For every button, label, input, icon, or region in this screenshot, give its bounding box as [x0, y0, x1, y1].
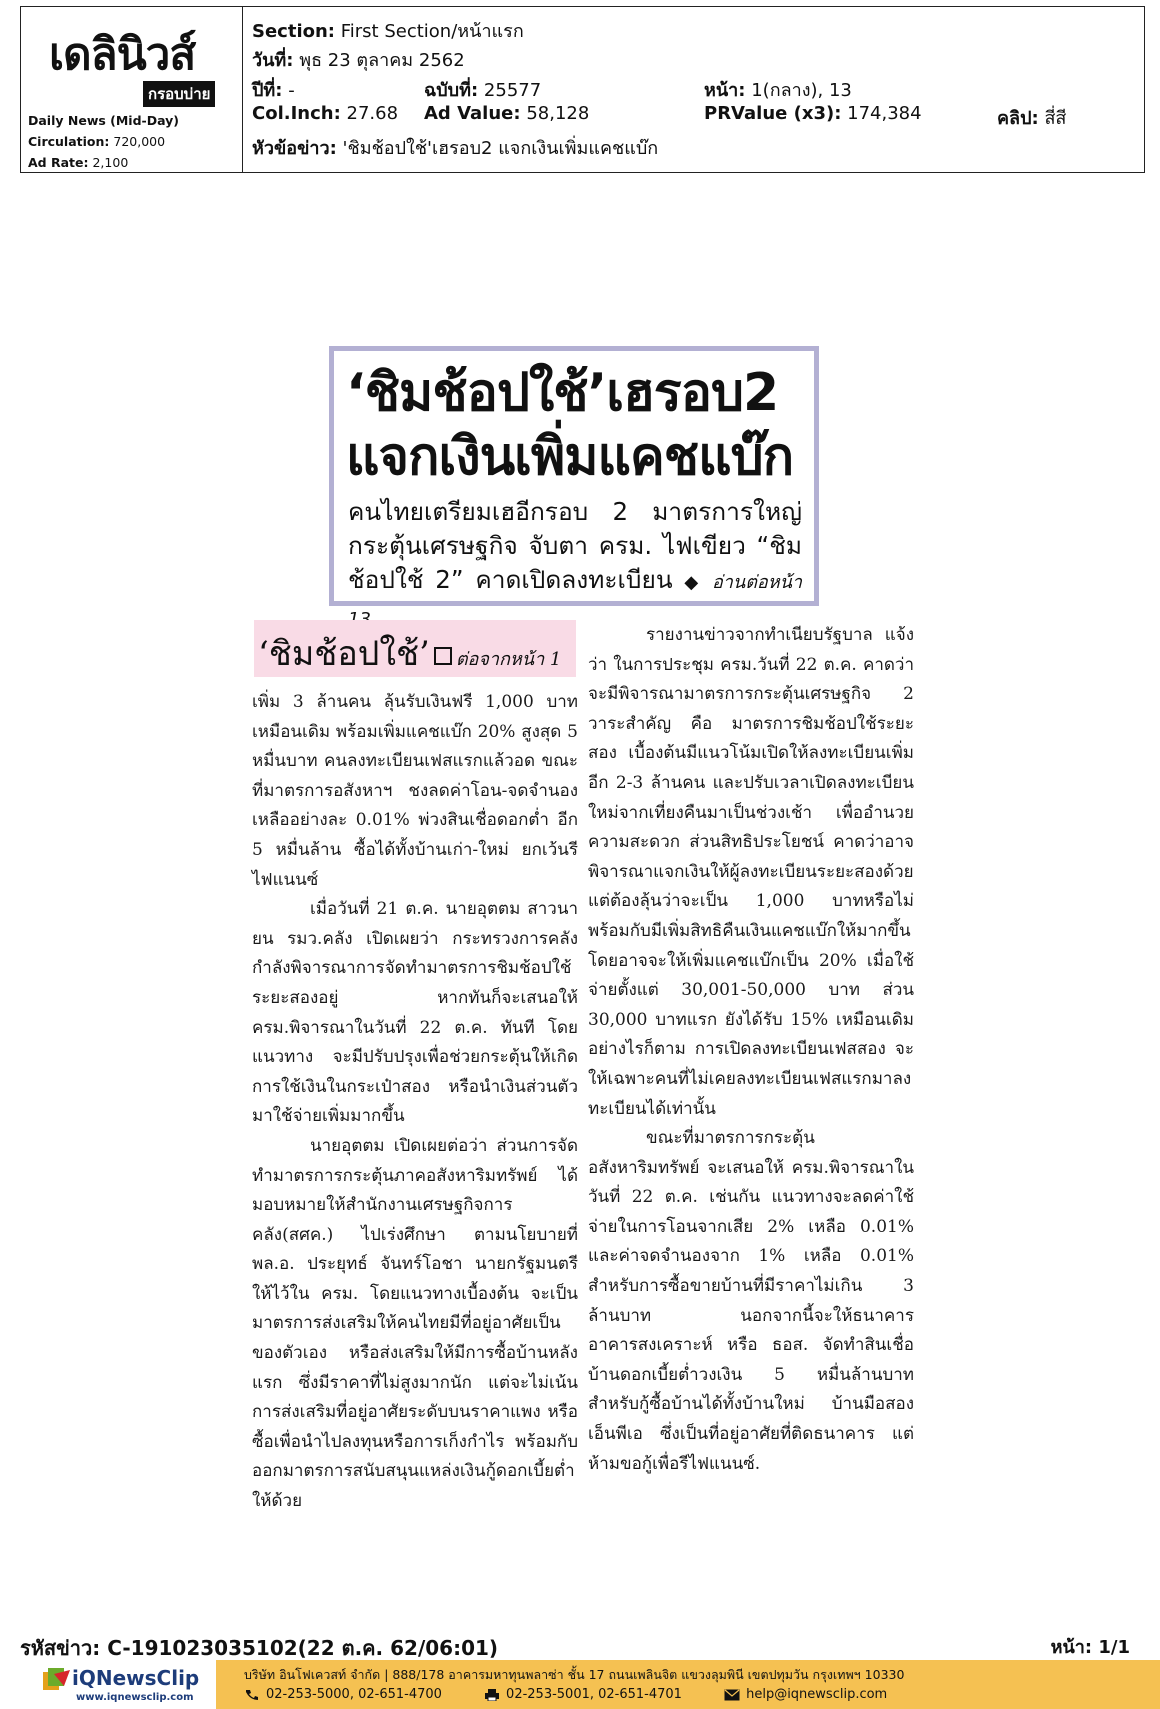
headline-line-1: ‘ชิมช้อปใช้’เฮรอบ2: [346, 363, 779, 423]
article-column-right: [588, 621, 914, 1479]
article-paragraph: รายงานข่าวจากทำเนียบรัฐบาล แจ้งว่า ในการประชุม ครม.วันที่ 22 ต.ค. คาดว่า จะมีพิจารณามาตรการกระตุ้นเศรษฐกิจ 2 วาระสำคัญ คือ มาตรการชิมช้อปใช้ระยะสอง เบื้องต้นมีแนวโน้มเปิดให้ลงทะเบียนเพิ่มอีก 2-3 ล้านคน และปรับเวลาเปิดลงทะเบียนใหม่จากเที่ยงคืนมาเป็นช่วงเช้า เพื่ออำนวยความสะดวก ส่วนสิทธิประโยชน์ คาดว่าอาจพิจารณาแจกเงินให้ผู้ลงทะเบียนระยะสองด้วย แต่ต้องลุ้นว่าจะเป็น 1,000 บาทหรือไม่ พร้อมกับมีเพิ่มสิทธิคืนเงินแคชแบ๊กให้มากขึ้น โดยอาจจะให้เพิ่มแคชแบ๊กเป็น 20% เมื่อใช้จ่ายตั้งแต่ 30,001-50,000 บาท ส่วน 30,000 บาทแรก ยังได้รับ 15% เหมือนเดิม อย่างไรก็ตาม การเปิดลงทะเบียนเฟสสอง จะให้เฉพาะคนที่ไม่เคยลงทะเบียนเฟสแรกมาลงทะเบียนได้เท่านั้น: [588, 625, 914, 1119]
article-paragraph: เมื่อวันที่ 21 ต.ค. นายอุตตม สาวนายน รมว.คลัง เปิดเผยว่า กระทรวงการคลัง กำลังพิจารณาการจัดทำมาตรการชิมช้อปใช้ระยะสองอยู่ หากทันก็จะเสนอให้ ครม.พิจารณาในวันที่ 22 ต.ค. ทันที โดยแนวทาง จะมีปรับปรุงเพื่อช่วยกระตุ้นให้เกิดการใช้เงินในกระเป๋าสอง หรือนำเงินส่วนตัวมาใช้จ่ายเพิ่มมากขึ้น: [252, 899, 578, 1127]
year: ปีที่: -: [252, 80, 295, 101]
clip-header: [20, 6, 1145, 173]
clip-type: คลิป: สี่สี: [997, 108, 1067, 129]
iqnewsclip-mark-icon: [42, 1666, 72, 1692]
iqnewsclip-logo: [40, 1664, 216, 1709]
article-column-left: [252, 688, 578, 1517]
brand-name: iQNewsClip: [72, 1666, 200, 1690]
news-code: รหัสข่าว: C-191023035102(22 ต.ค. 62/06:01): [20, 1636, 499, 1660]
pr-value: PRValue (x3): 174,384: [704, 103, 922, 124]
issue: ฉบับที่: 25577: [424, 80, 542, 101]
col-inch: Col.Inch: 27.68: [252, 103, 399, 124]
ad-value: Ad Value: 58,128: [424, 103, 590, 124]
dailynews-logo: เดลินิวส์: [49, 29, 196, 80]
publication-name: Daily News (Mid-Day): [28, 113, 180, 128]
article-paragraph: เพิ่ม 3 ล้านคน ลุ้นรับเงินฟรี 1,000 บาทเหมือนเดิม พร้อมเพิ่มแคชแบ๊ก 20% สูงสุด 5 หมื่นบาท คนลงทะเบียนเฟสแรกแล้วอด ขณะที่มาตรการอสังหาฯ ชงลดค่าโอน-จดจำนองเหลืออย่างละ 0.01% พ่วงสินเชื่อดอกต่ำ อีก 5 หมื่นล้าน ซื้อได้ทั้งบ้านเก่า-ใหม่ ยกเว้นรีไฟแนนซ์: [252, 692, 578, 890]
fax: 02-253-5001, 02-651-4701: [484, 1687, 686, 1702]
fax-icon: [484, 1689, 500, 1701]
phone-icon: [244, 1689, 260, 1701]
continue-page-13: ◆ อ่านต่อหน้า: [684, 572, 802, 593]
continued-from-page-1: ต่อจากหน้า 1: [455, 649, 562, 670]
publication-logo-cell: [21, 7, 243, 172]
clip-info: [252, 7, 1144, 172]
headline-deck: คนไทยเตรียมเฮอีกรอบ 2 มาตรการใหญ่ กระตุ้นเศรษฐกิจ จับตา ครม. ไฟเขียว “ชิมช้อปใช้ 2” คาดเปิดลงทะเบียน ◆ อ่านต่อหน้า: [348, 495, 802, 637]
continuation-heading: [254, 620, 576, 677]
continuation-title: ‘ชิมช้อปใช้’: [258, 634, 430, 674]
article-paragraph: ขณะที่มาตรการกระตุ้นอสังหาริมทรัพย์ จะเสนอให้ ครม.พิจารณาในวันที่ 22 ต.ค. เช่นกัน แนวทางจะลดค่าใช้จ่ายในการโอนจากเสีย 2% เหลือ 0.01% และค่าจดจำนองจาก 1% เหลือ 0.01% สำหรับการซื้อขายบ้านที่มีราคาไม่เกิน 3 ล้านบาท นอกจากนี้จะให้ธนาคารอาคารสงเคราะห์ หรือ ธอส. จัดทำสินเชื่อบ้านดอกเบี้ยต่ำวงเงิน 5 หมื่นล้านบาท สำหรับกู้ซื้อบ้านได้ทั้งบ้านใหม่ บ้านมือสอง เอ็นพีเอ ซึ่งเป็นที่อยู่อาศัยที่ติดธนาคาร แต่ห้ามขอกู้เพื่อรีไฟแนนซ์.: [588, 1128, 914, 1474]
headline-line-2: แจกเงินเพิ่มแคชแบ๊ก: [346, 427, 794, 487]
ad-rate: Ad Rate: 2,100: [28, 155, 129, 170]
page-number: หน้า: 1(กลาง), 13: [704, 80, 852, 101]
article-paragraph: นายอุตตม เปิดเผยต่อว่า ส่วนการจัดทำมาตรการกระตุ้นภาคอสังหาริมทรัพย์ ได้มอบหมายให้สำนักงานเศรษฐกิจการคลัง(สศค.) ไปเร่งศึกษา ตามนโยบายที่ พล.อ. ประยุทธ์ จันทร์โอชา นายกรัฐมนตรี ให้ไว้ใน ครม. โดยแนวทางเบื้องต้น จะเป็นมาตรการส่งเสริมให้คนไทยมีที่อยู่อาศัยเป็นของตัวเอง หรือส่งเสริมให้มีการซื้อบ้านหลังแรก ซึ่งมีราคาที่ไม่สูงมากนัก แต่จะไม่เน้นการส่งเสริมที่อยู่อาศัยระดับบนราคาแพง หรือซื้อเพื่อนำไปลงทุนหรือการเก็งกำไร พร้อมกับออกมาตรการสนับสนุนแหล่งเงินกู้ดอกเบี้ยต่ำให้ด้วย: [252, 1135, 578, 1512]
mail-icon: [724, 1689, 740, 1701]
email[interactable]: help@iqnewsclip.com: [724, 1687, 887, 1702]
brand-url: www.iqnewsclip.com: [76, 1692, 194, 1703]
contact-bar: [216, 1660, 1160, 1709]
headline-summary: หัวข้อข่าว: 'ชิมช้อปใช้'เฮรอบ2 แจกเงินเพิ่มแคชแบ๊ก: [252, 138, 659, 159]
date: วันที่: พุธ 23 ตุลาคม 2562: [252, 50, 465, 71]
section: Section: First Section/หน้าแรก: [252, 21, 524, 42]
edition-badge: กรอบบ่าย: [143, 81, 215, 107]
page-count: หน้า: 1/1: [1050, 1637, 1130, 1658]
contact-row: [244, 1687, 925, 1702]
circulation: Circulation: 720,000: [28, 134, 166, 149]
phone: 02-253-5000, 02-651-4700: [244, 1687, 446, 1702]
square-icon: [434, 647, 452, 665]
company-address: บริษัท อินโฟเควสท์ จำกัด | 888/178 อาคารมหาทุนพลาซ่า ชั้น 17 ถนนเพลินจิต แขวงลุมพินี เขตปทุมวัน กรุงเทพฯ 10330: [244, 1667, 905, 1682]
front-page-headline-box: [329, 346, 819, 606]
